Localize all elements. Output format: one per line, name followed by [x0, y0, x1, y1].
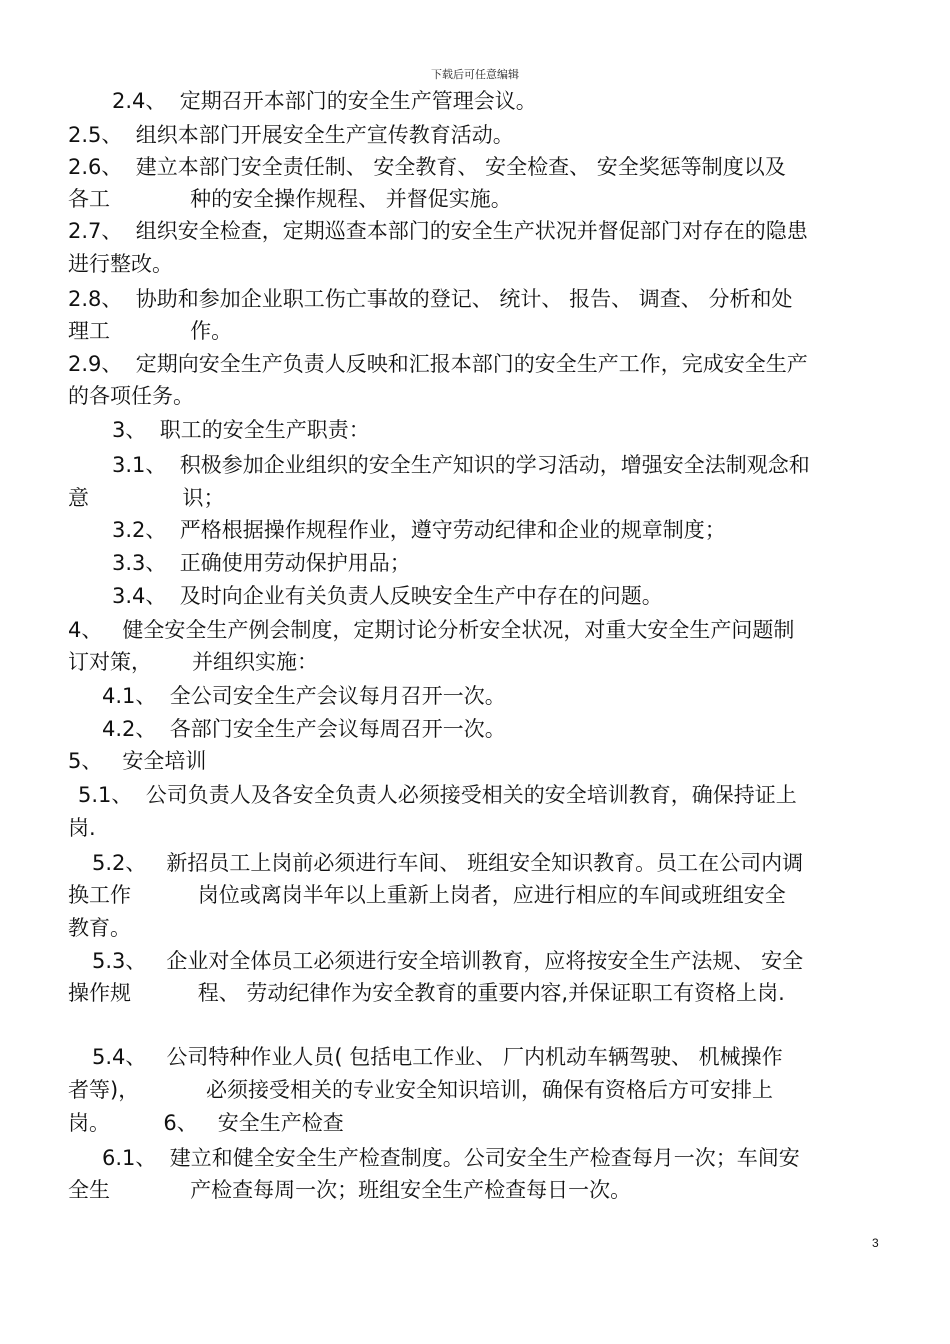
text-line: 3、 职工的安全生产职责：: [112, 418, 370, 442]
text-line: 各工 种的安全操作规程、 并督促实施。: [68, 187, 512, 211]
text-line: 3.2、 严格根据操作规程作业，遵守劳动纪律和企业的规章制度；: [112, 518, 726, 542]
text-line: 2.6、 建立本部门安全责任制、 安全教育、 安全检查、 安全奖惩等制度以及: [68, 155, 786, 179]
text-line: 3.1、 积极参加企业组织的安全生产知识的学习活动，增强安全法制观念和: [112, 453, 810, 477]
text-line: 2.8、 协助和参加企业职工伤亡事故的登记、 统计、 报告、 调查、 分析和处: [68, 287, 793, 311]
text-line: 5、 安全培训: [68, 749, 207, 773]
text-line: 3.3、 正确使用劳动保护用品；: [112, 551, 411, 575]
text-line: 全生 产检查每周一次；班组安全生产检查每日一次。: [68, 1178, 632, 1202]
text-line: 4、 健全安全生产例会制度，定期讨论分析安全状况，对重大安全生产问题制: [68, 618, 795, 642]
page-number: 3: [872, 1236, 879, 1250]
text-line: 2.9、 定期向安全生产负责人反映和汇报本部门的安全生产工作，完成安全生产: [68, 352, 808, 376]
text-line: 进行整改。: [68, 252, 173, 276]
text-line: 2.4、 定期召开本部门的安全生产管理会议。: [112, 89, 537, 113]
text-line: 5.3、 企业对全体员工必须进行安全培训教育，应将按安全生产法规、 安全: [92, 949, 804, 973]
text-line: 5.1、 公司负责人及各安全负责人必须接受相关的安全培训教育，确保持证上: [78, 783, 797, 807]
text-line: 者等)， 必须接受相关的专业安全知识培训，确保有资格后方可安排上: [68, 1078, 773, 1102]
text-line: 3.4、 及时向企业有关负责人反映安全生产中存在的问题。: [112, 584, 663, 608]
page-header: 下载后可任意编辑: [431, 68, 519, 81]
text-line: 教育。: [68, 916, 131, 940]
text-line: 订对策， 并组织实施：: [68, 650, 319, 674]
text-line: 5.4、 公司特种作业人员( 包括电工作业、 厂内机动车辆驾驶、 机械操作: [92, 1045, 783, 1069]
text-line: 理工 作。: [68, 319, 233, 343]
text-line: 岗。 6、 安全生产检查: [68, 1111, 344, 1135]
text-line: 意 识；: [68, 486, 225, 510]
text-line: 4.2、 各部门安全生产会议每周召开一次。: [102, 717, 506, 741]
text-line: 4.1、 全公司安全生产会议每月召开一次。: [102, 684, 506, 708]
text-line: 6.1、 建立和健全安全生产检查制度。公司安全生产检查每月一次；车间安: [102, 1146, 800, 1170]
text-line: 5.2、 新招员工上岗前必须进行车间、 班组安全知识教育。员工在公司内调: [92, 851, 804, 875]
text-line: 2.5、 组织本部门开展安全生产宣传教育活动。: [68, 123, 514, 147]
text-line: 的各项任务。: [68, 384, 194, 408]
text-line: 操作规 程、 劳动纪律作为安全教育的重要内容,并保证职工有资格上岗.: [68, 981, 785, 1005]
text-line: 换工作 岗位或离岗半年以上重新上岗者，应进行相应的车间或班组安全: [68, 883, 786, 907]
text-line: 岗.: [68, 816, 96, 840]
text-line: 2.7、 组织安全检查，定期巡查本部门的安全生产状况并督促部门对存在的隐患: [68, 219, 808, 243]
